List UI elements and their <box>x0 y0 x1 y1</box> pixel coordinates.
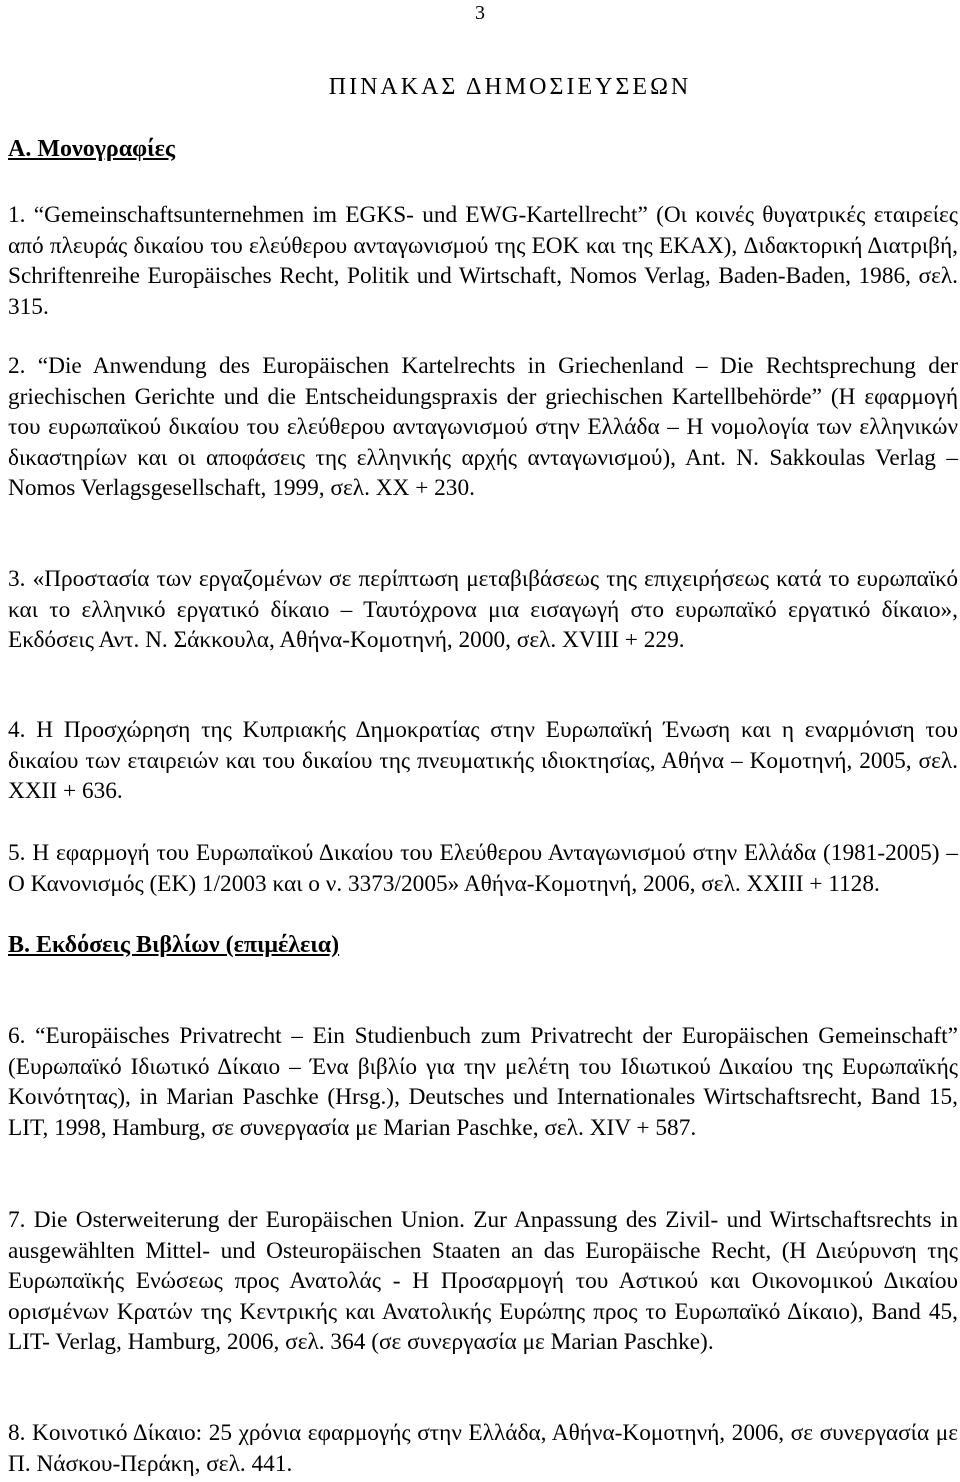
publication-entry-5: 5. Η εφαρμογή του Ευρωπαϊκού Δικαίου του Ελεύθερου Ανταγωνισμού στην Ελλάδα (1981-2005) – Ο Κανονισμός (ΕΚ) 1/2003 και ο ν. 3373/2005» Αθήνα-Κομοτηνή, 2006, σελ. XXIII + 1128. <box>8 840 958 897</box>
publication-entry-8: 8. Κοινοτικό Δίκαιο: 25 χρόνια εφαρμογής στην Ελλάδα, Αθήνα-Κομοτηνή, 2006, σε συνεργασία με Π. Νάσκου-Περάκη, σελ. 441. <box>8 1420 958 1477</box>
publication-entry-7: 7. Die Osterweiterung der Europäischen Union. Zur Anpassung des Zivil- und Wirtschaftsrechts in ausgewählten Mittel- und Osteuropäischen Staaten an das Europäische Recht, (Η Διεύρυνση της Ευρωπαϊκής Ενώσεως προς Ανατολάς - Η Προσαρμογή του Αστικού και Οικονομικού Δικαίου ορισμένων Κρατών της Κεντρικής και Ανατολικής Ευρώπης προς το Ευρωπαϊκό Δίκαιο), Band 45, LIT- Verlag, Hamburg, 2006, σελ. 364 (σε συνεργασία με Marian Paschke). <box>8 1207 958 1356</box>
publication-entry-3: 3. «Προστασία των εργαζομένων σε περίπτωση μεταβιβάσεως της επιχειρήσεως κατά το ευρωπαϊκό και το ελληνικό εργατικό δίκαιο – Ταυτόχρονα μια εισαγωγή στο ευρωπαϊκό εργατικό δίκαιο», Εκδόσεις Αντ. Ν. Σάκκουλα, Αθήνα-Κομοτηνή, 2000, σελ. XVIII + 229. <box>8 566 958 654</box>
publication-entry-1: 1. “Gemeinschaftsunternehmen im EGKS- und EWG-Kartellrecht” (Οι κοινές θυγατρικές εταιρείες από πλευράς δικαίου του ελεύθερου ανταγωνισμού της ΕΟΚ και της ΕΚΑΧ), Διδακτορική Διατριβή, Schriftenreihe Europäisches Recht, Politik und Wirtschaft, Nomos Verlag, Baden-Baden, 1986, σελ. 315. <box>8 202 958 320</box>
publication-entry-4: 4. Η Προσχώρηση της Κυπριακής Δημοκρατίας στην Ευρωπαϊκή Ένωση και η εναρμόνιση του δικαίου των εταιρειών και του δικαίου της πνευματικής ιδιοκτησίας, Αθήνα – Κομοτηνή, 2005, σελ. XXII + 636. <box>8 717 958 805</box>
page-title: ΠΙΝΑΚΑΣ ΔΗΜΟΣΙΕΥΣΕΩΝ <box>328 74 692 100</box>
publication-entry-2: 2. “Die Anwendung des Europäischen Kartelrechts in Griechenland – Die Rechtsprechung der griechischen Gerichte und die Entscheidungspraxis der griechischen Kartellbehörde” (Η εφαρμογή του ευρωπαϊκού δικαίου του ελεύθερου ανταγωνισμού στην Ελλάδα – Η νομολογία των ελληνικών δικαστηρίων και οι αποφάσεις της ελληνικής αρχής ανταγωνισμού), Ant. N. Sakkoulas Verlag – Nomos Verlagsgesellschaft, 1999, σελ. XX + 230. <box>8 353 958 502</box>
section-heading-monographs: A. Μονογραφίες <box>8 136 175 162</box>
section-heading-edited-books: B. Εκδόσεις Βιβλίων (επιμέλεια) <box>8 932 340 958</box>
publication-entry-6: 6. “Europäisches Privatrecht – Ein Studienbuch zum Privatrecht der Europäischen Gemeinschaft” (Ευρωπαϊκό Ιδιωτικό Δίκαιο – Ένα βιβλίο για την μελέτη του Ιδιωτικού Δικαίου της Ευρωπαϊκής Κοινότητας), in Marian Paschke (Hrsg.), Deutsches und Internationales Wirtschaftsrecht, Band 15, LIT, 1998, Hamburg, σε συνεργασία με Marian Paschke, σελ. XIV + 587. <box>8 1023 958 1141</box>
page-number: 3 <box>475 2 485 24</box>
